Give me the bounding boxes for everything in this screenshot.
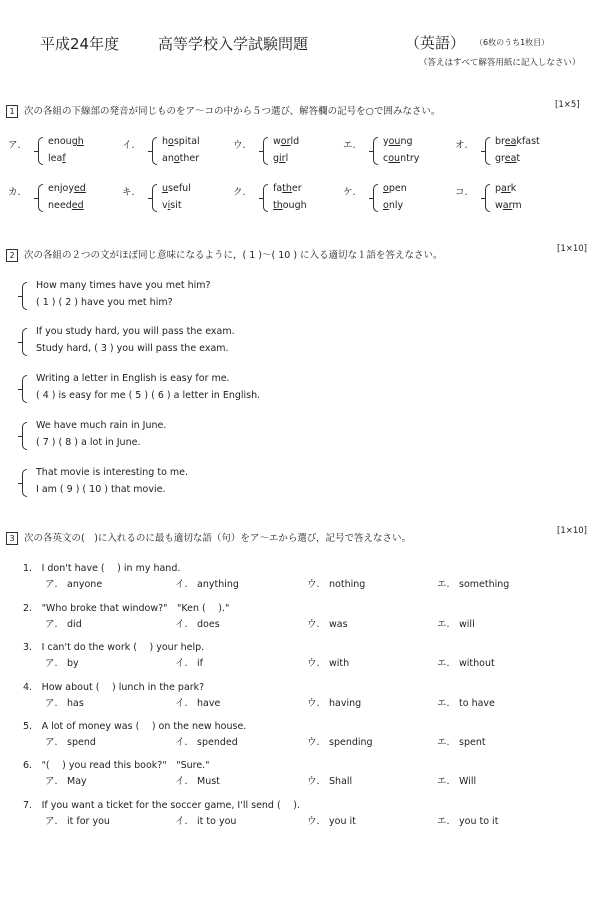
brace <box>22 282 27 310</box>
item-label: コ. <box>455 187 468 198</box>
word-part: ough <box>282 200 307 211</box>
word-part: k <box>510 183 517 194</box>
underlined-part: ir <box>279 153 286 164</box>
choice: イ. Must <box>175 776 220 787</box>
brace <box>373 184 378 212</box>
underlined-part: o <box>173 153 180 164</box>
item-label: エ. <box>343 140 356 151</box>
choice: ウ. having <box>307 698 362 709</box>
choice: イ. it to you <box>175 816 237 827</box>
word-2 <box>383 151 419 167</box>
answer-note: （答えはすべて解答用紙に記入しなさい） <box>419 58 581 68</box>
word-part: need <box>48 200 72 211</box>
word-part: p <box>495 183 502 194</box>
sentence-b: ( 1 ) ( 2 ) have you met him? <box>36 297 173 308</box>
choice: ア. May <box>45 776 87 787</box>
choice: ア. anyone <box>45 579 103 590</box>
sentence-b: ( 7 ) ( 8 ) a lot in June. <box>36 437 141 448</box>
choice: ウ. spending <box>307 737 373 748</box>
choice: ア. it for you <box>45 816 110 827</box>
section-instruction: 次の各英文の( )に入れるのに最も適切な語（句）をア～エから選び，記号で答えなさい。 <box>24 533 412 544</box>
item-label: キ. <box>122 187 135 198</box>
choice: ア. spend <box>45 737 96 748</box>
section-1-header <box>6 103 440 118</box>
section-score: [1×5] <box>555 100 580 110</box>
choice: ウ. nothing <box>307 579 366 590</box>
brace <box>38 184 43 212</box>
word-1 <box>162 134 200 150</box>
choice: ウ. was <box>307 619 348 630</box>
word-part: sit <box>170 200 182 211</box>
word-part: h <box>162 136 169 147</box>
section-instruction: 次の各組の２つの文がほぼ同じ意味になるように，( 1 )～( 10 ) に入る適切な１語を答えなさい。 <box>24 250 443 261</box>
sentence-a: That movie is interesting to me. <box>36 467 189 478</box>
underlined-part: u <box>162 183 169 194</box>
word-part: enou <box>48 136 72 147</box>
question: 1. I don't have ( ) in my hand. <box>23 563 181 574</box>
section-number: 2 <box>6 249 18 262</box>
underlined-part: or <box>280 136 291 147</box>
word-2 <box>273 198 307 214</box>
word-part: g <box>273 153 280 164</box>
choice: ウ. with <box>307 658 350 669</box>
choice: イ. have <box>175 698 221 709</box>
section-number: 3 <box>6 532 18 545</box>
brace <box>152 137 157 165</box>
choice: ウ. you it <box>307 816 356 827</box>
choice: ウ. Shall <box>307 776 353 787</box>
brace <box>485 137 490 165</box>
brace <box>22 375 27 403</box>
choice: エ. to have <box>437 698 495 709</box>
sentence-a: Writing a letter in English is easy for me. <box>36 373 230 384</box>
choice: イ. anything <box>175 579 239 590</box>
sentence-b: Study hard, ( 3 ) you will pass the exam. <box>36 343 229 354</box>
underlined-part: f <box>62 153 66 164</box>
brace <box>38 137 43 165</box>
underlined-part: ea <box>504 153 517 164</box>
sentence-b: I am ( 9 ) ( 10 ) that movie. <box>36 484 166 495</box>
word-part: fa <box>273 183 283 194</box>
item-label: ク. <box>233 187 246 198</box>
item-label: オ. <box>455 140 468 151</box>
choice: イ. does <box>175 619 220 630</box>
underlined-part: o <box>383 200 389 211</box>
word-1 <box>495 181 516 197</box>
underlined-part: th <box>282 183 292 194</box>
word-part: y <box>383 136 389 147</box>
word-2 <box>273 151 288 167</box>
choice: ア. by <box>45 658 79 669</box>
brace <box>22 469 27 497</box>
word-part: br <box>495 136 505 147</box>
word-part: c <box>383 153 389 164</box>
sentence-b: ( 4 ) is easy for me ( 5 ) ( 6 ) a letter in English. <box>36 390 261 401</box>
word-part: l <box>285 153 289 164</box>
section-instruction: 次の各組の下線部の発音が同じものをア～コの中から５つ選び、解答欄の記号を○で囲みなさい。 <box>24 106 441 117</box>
word-2 <box>162 151 199 167</box>
question: 4. How about ( ) lunch in the park? <box>23 682 205 693</box>
word-part: ther <box>179 153 200 164</box>
question: 3. I can't do the work ( ) your help. <box>23 642 205 653</box>
exam-title: 高等学校入学試験問題 <box>158 35 309 53</box>
word-part: enjoy <box>48 183 74 194</box>
word-part: m <box>512 200 522 211</box>
choice: エ. you to it <box>437 816 499 827</box>
word-part: ntry <box>400 153 420 164</box>
word-1 <box>495 134 540 150</box>
exam-subject: （英語） <box>405 34 466 52</box>
word-part: v <box>162 200 168 211</box>
choice: エ. without <box>437 658 495 669</box>
section-number: 1 <box>6 105 18 118</box>
choice: エ. something <box>437 579 510 590</box>
underlined-part: ar <box>501 183 511 194</box>
underlined-part: ed <box>71 200 84 211</box>
question: 7. If you want a ticket for the soccer game, I'll send ( ). <box>23 800 300 811</box>
word-1 <box>383 181 407 197</box>
sentence-a: We have much rain in June. <box>36 420 167 431</box>
underlined-part: gh <box>71 136 84 147</box>
word-1 <box>48 134 84 150</box>
brace <box>485 184 490 212</box>
underlined-part: ou <box>388 153 401 164</box>
word-2 <box>48 198 84 214</box>
underlined-part: ea <box>504 136 517 147</box>
underlined-part: th <box>273 200 283 211</box>
word-part: lea <box>48 153 63 164</box>
word-1 <box>48 181 86 197</box>
word-part: er <box>291 183 302 194</box>
choice: イ. if <box>175 658 204 669</box>
question: 6. "( ) you read this book?" "Sure." <box>23 760 210 771</box>
underlined-part: ou <box>388 136 401 147</box>
word-part: spital <box>173 136 200 147</box>
word-2 <box>495 198 522 214</box>
page-info: （6枚のうち1枚目） <box>475 38 550 47</box>
choice: エ. Will <box>437 776 477 787</box>
word-2 <box>162 198 182 214</box>
brace <box>152 184 157 212</box>
word-1 <box>162 181 191 197</box>
word-1 <box>273 134 299 150</box>
section-3-header <box>6 530 411 545</box>
brace <box>22 422 27 450</box>
word-1 <box>273 181 302 197</box>
item-label: ア. <box>8 140 21 151</box>
word-1 <box>383 134 413 150</box>
brace <box>263 184 268 212</box>
word-part: ng <box>400 136 413 147</box>
sentence-a: How many times have you met him? <box>36 280 211 291</box>
word-part: seful <box>168 183 191 194</box>
word-part: w <box>273 136 281 147</box>
underlined-part: o <box>383 183 389 194</box>
item-label: カ. <box>8 187 21 198</box>
section-2-header <box>6 247 443 262</box>
underlined-part: i <box>167 200 171 211</box>
word-part: w <box>495 200 503 211</box>
word-part: gr <box>495 153 505 164</box>
choice: エ. will <box>437 619 475 630</box>
section-score: [1×10] <box>557 526 587 536</box>
brace <box>263 137 268 165</box>
word-part: t <box>516 153 521 164</box>
item-label: ケ. <box>343 187 356 198</box>
word-part: pen <box>388 183 407 194</box>
item-label: イ. <box>122 140 135 151</box>
choice: ア. has <box>45 698 84 709</box>
choice: イ. spended <box>175 737 238 748</box>
brace <box>22 328 27 356</box>
word-2 <box>383 198 403 214</box>
word-part: kfast <box>516 136 540 147</box>
word-part: ld <box>290 136 300 147</box>
section-score: [1×10] <box>557 244 587 254</box>
question: 2. "Who broke that window?" "Ken ( )." <box>23 603 230 614</box>
word-part: an <box>162 153 174 164</box>
underlined-part: o <box>168 136 174 147</box>
exam-year: 平成24年度 <box>40 35 120 53</box>
question: 5. A lot of money was ( ) on the new house. <box>23 721 247 732</box>
choice: エ. spent <box>437 737 486 748</box>
word-2 <box>48 151 66 167</box>
word-2 <box>495 151 520 167</box>
sentence-a: If you study hard, you will pass the exam. <box>36 326 235 337</box>
underlined-part: ed <box>73 183 86 194</box>
brace <box>373 137 378 165</box>
word-part: nly <box>388 200 404 211</box>
underlined-part: ar <box>502 200 513 211</box>
choice: ア. did <box>45 619 82 630</box>
item-label: ウ. <box>233 140 246 151</box>
